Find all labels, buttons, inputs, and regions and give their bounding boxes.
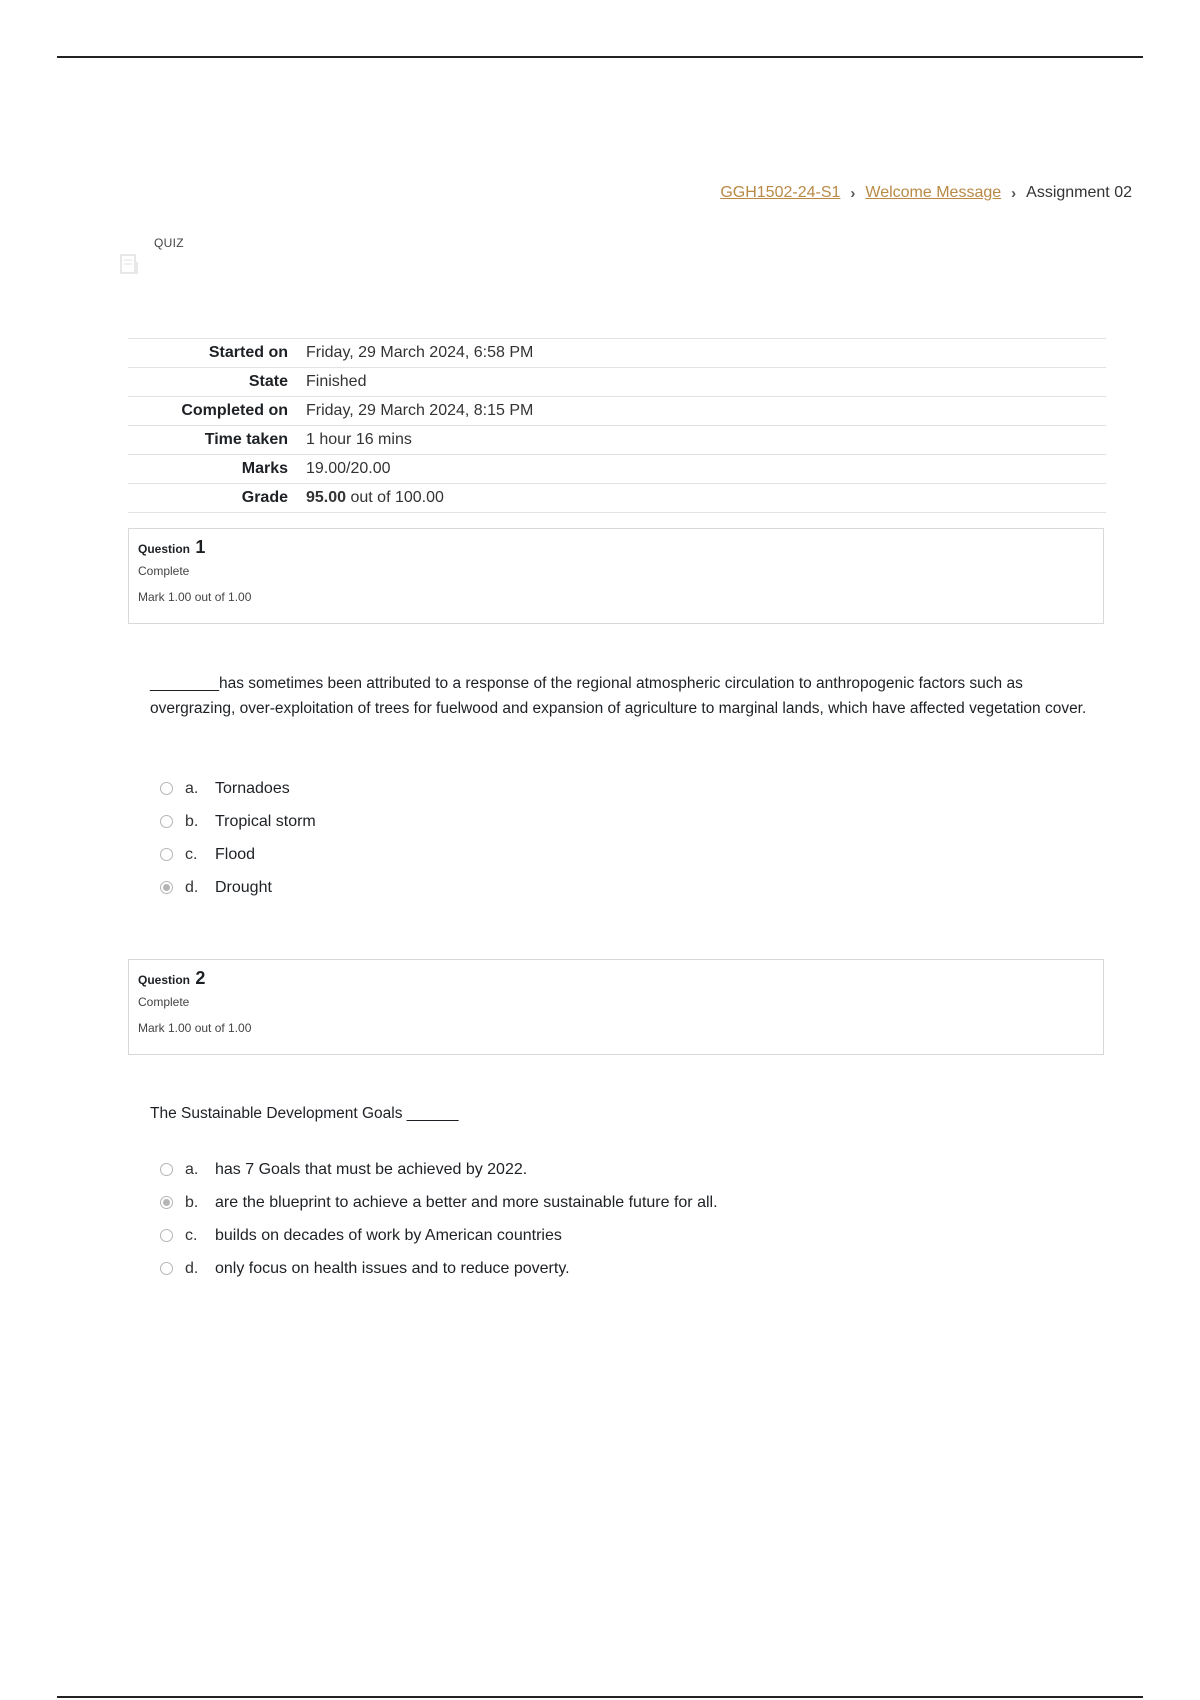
answer-option[interactable] [160,871,316,904]
question-grade: Mark 1.00 out of 1.00 [138,590,252,604]
summary-row [128,397,1106,426]
breadcrumb-link-welcome-message[interactable]: Welcome Message [865,184,1002,201]
radio-button-selected[interactable] [160,881,173,894]
question-text: ________has sometimes been attributed to a response of the regional atmospheric circulation to anthropogenic factors such as overgrazing, over-exploitation of trees for fuelwood and expansion of agriculture to marginal lands, which have affected vegetation cover. [150,675,1087,717]
radio-button[interactable] [160,1229,173,1242]
answer-letter: a. [185,779,199,797]
summary-label: Grade [241,489,288,506]
summary-value: 19.00/20.00 [306,460,391,477]
answer-option[interactable] [160,1153,718,1186]
quiz-icon [120,254,140,276]
answer-option[interactable] [160,1252,718,1285]
question-state: Complete [138,564,190,578]
answer-letter: d. [185,878,199,896]
question-info-box [128,959,1104,1055]
page-bottom-rule [57,1696,1143,1698]
breadcrumb [720,184,1132,202]
activity-type-label: QUIZ [154,236,184,250]
answer-option[interactable] [160,1186,718,1219]
summary-label: Marks [241,460,288,477]
summary-row [128,455,1106,484]
radio-button[interactable] [160,782,173,795]
answer-letter: c. [185,1226,198,1244]
breadcrumb-link-course[interactable]: GGH1502-24-S1 [720,184,841,201]
summary-row [128,426,1106,455]
question-state: Complete [138,995,190,1009]
question-number: Question 2 [138,968,206,988]
activity-header [120,234,184,276]
summary-row [128,484,1106,513]
attempt-summary-table [128,338,1106,513]
radio-button[interactable] [160,848,173,861]
answer-list [160,772,316,904]
chevron-right-icon: › [850,184,856,202]
answer-text: has 7 Goals that must be achieved by 2022. [215,1160,528,1178]
summary-row [128,368,1106,397]
answer-list [160,1153,718,1285]
grade-out-of: out of 100.00 [346,489,444,506]
radio-button[interactable] [160,1163,173,1176]
answer-text: Flood [215,845,256,863]
summary-value: Friday, 29 March 2024, 6:58 PM [306,344,534,361]
answer-text: Drought [215,878,272,896]
answer-option[interactable] [160,772,316,805]
radio-button[interactable] [160,815,173,828]
answer-letter: b. [185,1193,199,1211]
summary-label: Time taken [204,431,288,448]
answer-option[interactable] [160,838,316,871]
answer-text: are the blueprint to achieve a better and more sustainable future for all. [215,1193,718,1211]
question-info-box [128,528,1104,624]
answer-text: builds on decades of work by American countries [215,1226,562,1244]
summary-value [306,484,1106,513]
answer-text: Tornadoes [215,779,290,797]
question-grade: Mark 1.00 out of 1.00 [138,1021,252,1035]
answer-letter: b. [185,812,199,830]
summary-label: State [248,373,288,390]
answer-letter: c. [185,845,198,863]
answer-text: only focus on health issues and to reduce poverty. [215,1259,570,1277]
summary-label: Started on [208,344,288,361]
summary-label: Completed on [181,402,288,419]
chevron-right-icon: › [1011,184,1017,202]
answer-letter: a. [185,1160,199,1178]
question-text: The Sustainable Development Goals ______ [150,1105,459,1122]
page-top-rule [57,56,1143,58]
answer-option[interactable] [160,1219,718,1252]
summary-value: Finished [306,373,367,390]
breadcrumb-current: Assignment 02 [1026,184,1132,201]
summary-value: 1 hour 16 mins [306,431,412,448]
question-number: Question 1 [138,537,206,557]
radio-button[interactable] [160,1262,173,1275]
answer-option[interactable] [160,805,316,838]
answer-letter: d. [185,1259,199,1277]
grade-value: 95.00 [306,489,347,506]
summary-row [128,339,1106,368]
answer-text: Tropical storm [215,812,316,830]
summary-value: Friday, 29 March 2024, 8:15 PM [306,402,534,419]
radio-button-selected[interactable] [160,1196,173,1209]
